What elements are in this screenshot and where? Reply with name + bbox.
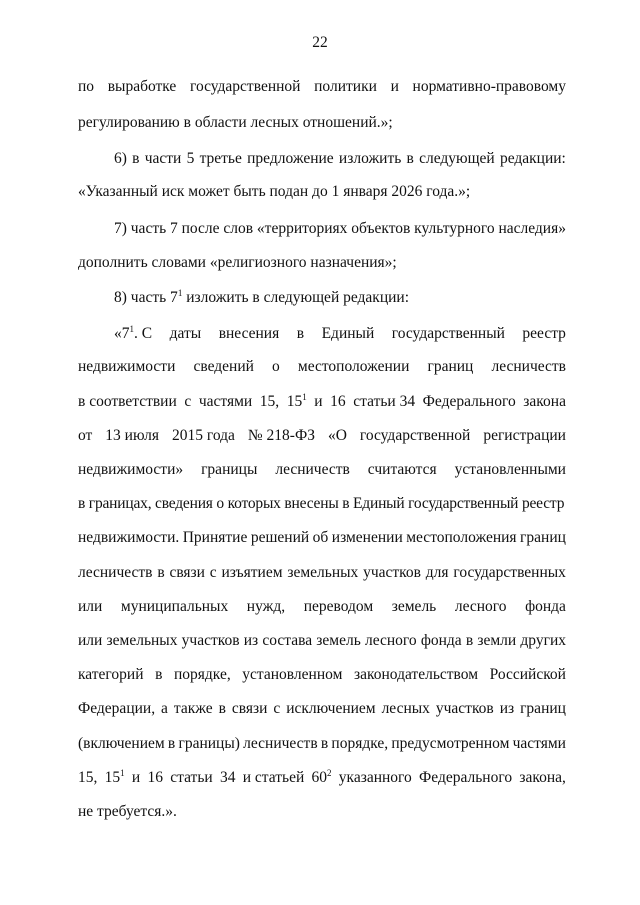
word: границы) (178, 735, 240, 752)
text-line-2: регулированию в области лесных отношений.»; (78, 114, 393, 131)
word: 13 июля (105, 427, 160, 444)
word: также (173, 700, 213, 717)
text-line-19 (78, 700, 566, 718)
word: в (218, 700, 226, 717)
text-run: изложить в следующей редакции: (182, 289, 410, 306)
word: № 218-ФЗ (247, 427, 315, 444)
word: участков (181, 632, 240, 649)
text-line-7 (114, 289, 566, 307)
word: статьи (170, 769, 213, 786)
text-run: «7 (114, 325, 130, 342)
word: частями (512, 735, 566, 752)
word: установленном (242, 666, 343, 683)
word: третье (199, 150, 242, 167)
word: в (296, 325, 305, 342)
word: земель (316, 632, 361, 649)
text-line-13: в границах, сведения о которых внесены в Единый государственный реестр (78, 495, 565, 512)
text-line-9 (78, 358, 566, 376)
word: земель (391, 598, 437, 615)
word: земельных (287, 564, 359, 581)
word: 34 (219, 769, 236, 786)
word: в (155, 666, 163, 683)
word: политики (314, 78, 377, 95)
word: государственной (359, 427, 471, 444)
word: следующей (419, 150, 495, 167)
word: с (273, 700, 281, 717)
text-line-14 (78, 529, 566, 547)
word: указанного (338, 769, 412, 786)
word: границы (201, 461, 258, 478)
word: местоположении (297, 358, 410, 375)
word: лесного (364, 632, 417, 649)
word: муниципальных (120, 598, 229, 615)
text-line-8 (114, 325, 566, 343)
text-run: 15 (286, 393, 303, 410)
word: фонда (525, 598, 566, 615)
word: лесного (454, 598, 507, 615)
text-line-21 (78, 769, 566, 787)
word: изменении (331, 529, 403, 546)
word: 2015 года (172, 427, 235, 444)
superscript: 1 (120, 768, 125, 778)
word: Федерации, (78, 700, 156, 717)
word: в соответствии (78, 393, 177, 410)
word: даты (169, 325, 202, 342)
word: Российской (489, 666, 566, 683)
word: изъятием (221, 564, 283, 581)
word: лесничеств (78, 564, 153, 581)
word: о (272, 358, 280, 375)
word: участков (363, 564, 421, 581)
word: из (243, 632, 259, 649)
word: недвижимости (78, 358, 176, 375)
text-line-15 (78, 564, 566, 582)
word: и (314, 393, 323, 410)
word: 5 (186, 150, 195, 167)
text-line-16 (78, 598, 566, 616)
word: государственных (453, 564, 566, 581)
word: местоположения (406, 529, 517, 546)
word: предложение (247, 150, 334, 167)
word: переводом (303, 598, 374, 615)
word: лесничеств (275, 461, 350, 478)
text-line-10 (78, 393, 566, 411)
word: а (161, 700, 168, 717)
word: в (465, 632, 474, 649)
word: 16 (147, 769, 163, 786)
word: закона (523, 393, 566, 410)
word: связи (169, 564, 205, 581)
word: недвижимости» (78, 461, 184, 478)
word (312, 769, 332, 787)
word: состава (262, 632, 313, 649)
word: установленными (454, 461, 566, 478)
word: редакции: (499, 150, 566, 167)
word: фонда (420, 632, 462, 649)
word: 15, (259, 393, 280, 410)
word: Федерального (422, 393, 516, 410)
word (105, 769, 125, 787)
word: недвижимости. (78, 529, 180, 546)
text-line-12 (78, 461, 566, 479)
superscript: 1 (129, 324, 134, 334)
text-line-3 (114, 150, 566, 168)
word: регистрации (483, 427, 566, 444)
word (287, 393, 307, 411)
word: предусмотренном (391, 735, 510, 752)
word: Единый (321, 325, 375, 342)
word: в (132, 150, 140, 167)
word: выработке (107, 78, 177, 95)
word: нужд, (246, 598, 286, 615)
page-number: 22 (312, 34, 328, 51)
word: «О (327, 427, 347, 444)
text-line-11 (78, 427, 566, 445)
word: лесных (381, 700, 430, 717)
word: с (184, 393, 192, 410)
word (114, 325, 152, 343)
word: связи (231, 700, 268, 717)
word: границ (520, 529, 566, 546)
word: изложить (338, 150, 402, 167)
word: 6) (114, 150, 127, 167)
word: об (312, 529, 329, 546)
word: (включением (78, 735, 165, 752)
text-run: . С (134, 325, 153, 342)
word: закона, (519, 769, 566, 786)
word: по (78, 78, 95, 95)
word: в (320, 735, 329, 752)
word: культурного (414, 220, 495, 237)
word: наследия» (498, 220, 566, 237)
word: после (181, 220, 220, 237)
word: и (131, 769, 141, 786)
word: и статьей (242, 769, 305, 786)
word: границ (427, 358, 474, 375)
word: категорий (78, 666, 144, 683)
text-line-22: не требуется.». (78, 803, 177, 820)
word: лесничеств (243, 735, 318, 752)
word: границ (520, 700, 566, 717)
text-line-6: дополнить словами «религиозного назначения»; (78, 254, 397, 271)
word: законодательством (353, 666, 479, 683)
word: частями (198, 393, 253, 410)
word: лесничеств (491, 358, 566, 375)
word: 7) (114, 220, 127, 237)
word: считаются (367, 461, 437, 478)
word: реестр (522, 325, 566, 342)
word: статьи 34 (353, 393, 416, 410)
word: земельных (106, 632, 178, 649)
superscript: 1 (177, 288, 183, 298)
word: или (78, 632, 103, 649)
text-line-20 (78, 735, 566, 753)
text-run: 60 (311, 769, 328, 786)
word: из (499, 700, 515, 717)
text-line-18 (78, 666, 566, 684)
word: в (167, 735, 176, 752)
word: в (406, 150, 414, 167)
text-line-4: «Указанный иск может быть подан до 1 января 2026 года.»; (78, 183, 471, 200)
word: внесения (218, 325, 280, 342)
word: государственный (391, 325, 505, 342)
word: других (520, 632, 566, 649)
text-run: 15 (104, 769, 121, 786)
word: 7 (170, 220, 178, 237)
word: «территориях (256, 220, 348, 237)
word: Федерального (419, 769, 513, 786)
word: части (144, 150, 182, 167)
word: порядке, (173, 666, 231, 683)
superscript: 1 (302, 392, 307, 402)
word: Принятие (182, 529, 248, 546)
word: слов (223, 220, 254, 237)
text-line-5 (114, 220, 566, 238)
word: исключением (286, 700, 376, 717)
word: часть (130, 220, 167, 237)
word: 16 (330, 393, 346, 410)
word: порядке, (331, 735, 389, 752)
word: земли (477, 632, 517, 649)
text-line-17 (78, 632, 566, 650)
text-line-1 (78, 78, 566, 96)
superscript: 2 (327, 768, 332, 778)
word: объектов (351, 220, 411, 237)
word: с (209, 564, 217, 581)
word: участков (435, 700, 494, 717)
word: для (425, 564, 449, 581)
word: и (390, 78, 399, 95)
word: нормативно-правовому (412, 78, 566, 95)
word: сведений (193, 358, 254, 375)
word: от (78, 427, 93, 444)
word: или (78, 598, 103, 615)
word: решений (250, 529, 310, 546)
word: государственной (189, 78, 301, 95)
text-run: 8) часть 7 (114, 289, 178, 306)
word: 15, (78, 769, 98, 786)
word: в (157, 564, 165, 581)
